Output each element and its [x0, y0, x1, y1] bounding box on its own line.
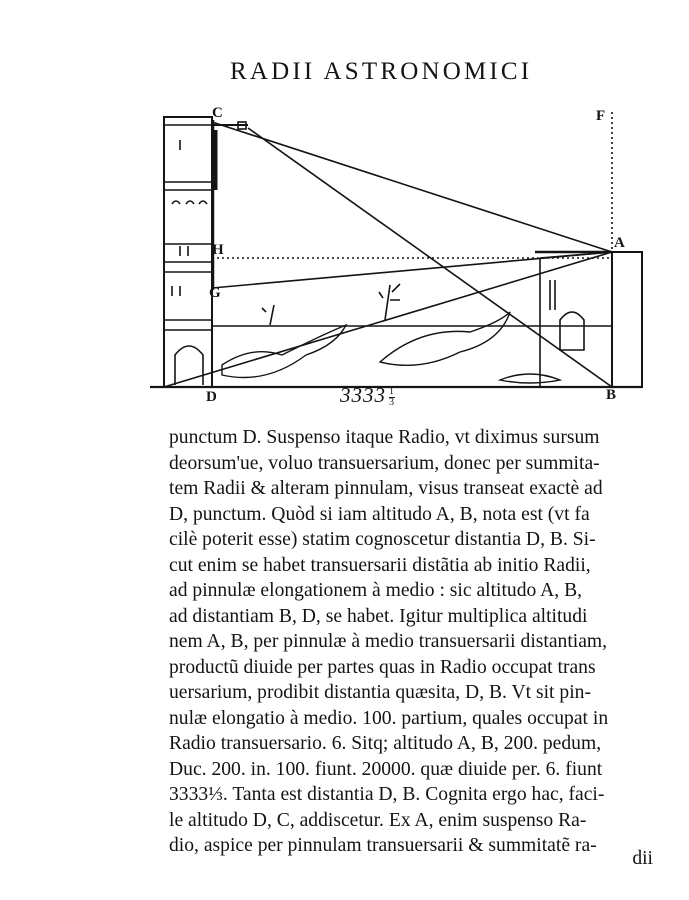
fraction-numerator: 1 [389, 385, 395, 397]
text-line: 3333⅓. Tanta est distantia D, B. Cognita ergo hac, faci- [169, 784, 605, 805]
text-line: cilè poterit esse) statim cognoscetur distantia D, B. Si- [169, 529, 596, 550]
label-f: F [596, 108, 606, 124]
text-line: ad pinnulæ elongationem à medio : sic altitudo A, B, [169, 580, 583, 601]
label-d: D [206, 389, 217, 405]
text-line: punctum D. Suspenso itaque Radio, vt diximus sursum [169, 427, 600, 448]
text-line: nulæ elongatio à medio. 100. partium, quales occupat in [169, 707, 609, 729]
label-b: B [606, 387, 617, 403]
label-a: A [614, 235, 625, 251]
label-g: G [209, 285, 221, 301]
distance-whole: 3333 [340, 383, 386, 407]
catchword: dii [632, 848, 653, 869]
distance-fraction [389, 387, 395, 408]
text-line: Radio transuersario. 6. Sitq; altitudo A, B, 200. pedum, [169, 733, 602, 754]
text-line: D, punctum. Quòd si iam altitudo A, B, nota est (vt fa [169, 503, 590, 525]
text-line: cut enim se habet transuersarii distãtia ab initio Radii, [169, 554, 591, 576]
distance-value [340, 383, 395, 408]
text-line: ad distantiam B, D, se habet. Igitur multiplica altitudi [169, 605, 588, 627]
figure-drawing [0, 0, 689, 420]
text-line: nem A, B, per pinnulæ à medio transuersarii distantiam, [169, 631, 608, 652]
text-line: uersarium, prodibit distantia quæsita, D, B. Vt sit pin- [169, 682, 591, 703]
woodcut-figure [0, 0, 689, 420]
running-header: RADII ASTRONOMICI [230, 58, 533, 85]
text-line: tem Radii & alteram pinnulam, visus transeat exactè ad [169, 478, 603, 499]
text-line: Duc. 200. in. 100. fiunt. 20000. quæ diuide per. 6. fiunt [169, 758, 603, 780]
text-line: productũ diuide per partes quas in Radio occupat trans [169, 656, 596, 678]
label-h: H [212, 242, 224, 258]
right-building [612, 252, 642, 387]
text-line: le altitudo D, C, addiscetur. Ex A, enim suspenso Ra- [169, 809, 587, 831]
fraction-denominator: 3 [389, 396, 395, 408]
body-text [169, 425, 659, 859]
text-line: dio, aspice per pinnulam transuersarii & summitatẽ ra- [169, 835, 597, 856]
label-c: C [212, 105, 223, 121]
text-line: deorsum'ue, voluo transuersarium, donec per summita- [169, 452, 600, 474]
